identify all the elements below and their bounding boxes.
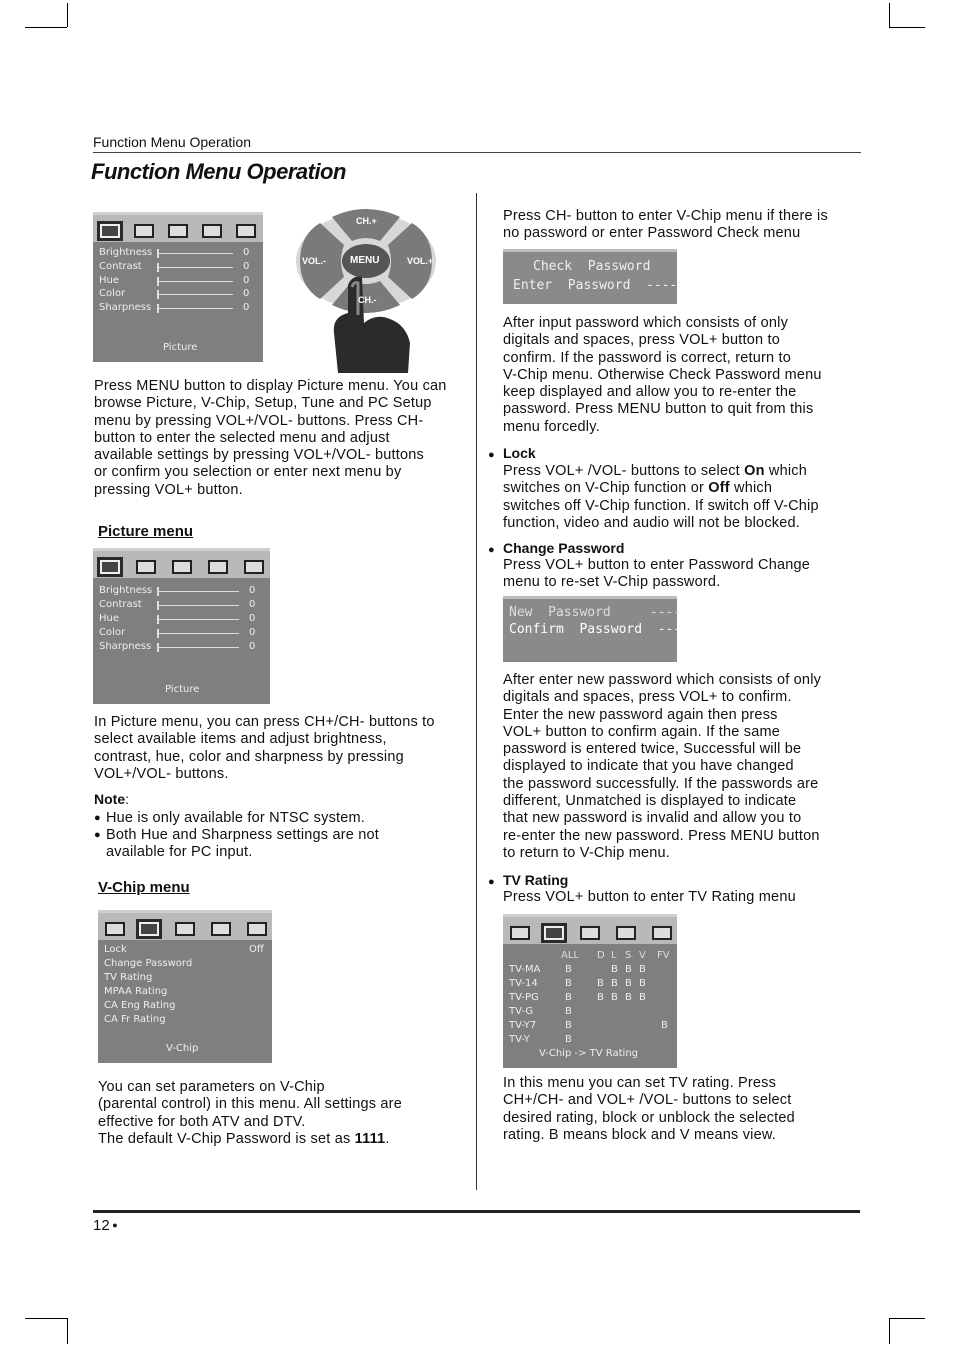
page-number-value: 12 [93,1217,110,1234]
tune-tab-icon [613,923,639,943]
default-password-period: . [385,1131,390,1147]
new-password-paragraph: After enter new password which consists of only digitals and spaces, press VOL+ to confirm. Enter the new password again then press VOL+ button to confirm again. If the same password is entered twice, Successful will be displayed to indicate that you have changed the password successfully. If the passwords are different, Unmatched is displayed to indicate that new password is invalid and allow you to re-enter the new password. Press MENU button to return to V-Chip menu. [503,672,822,861]
picture-tab-icon [507,923,533,943]
picture-osd-screenshot [93,212,263,362]
crop-mark [67,1318,68,1344]
lock-on-option: On [744,463,765,479]
vchip-tab-icon [133,557,159,577]
pc-tab-icon [241,557,267,577]
vchip-lock-value: Off [249,944,264,955]
new-password-dialog [503,596,690,662]
crop-mark [889,1318,890,1344]
osd-slider [157,294,233,295]
osd-footer: V-Chip -> TV Rating [539,1048,639,1059]
osd-item-brightness: Brightness [99,247,153,258]
tune-tab-icon [208,919,234,939]
osd-item-brightness: Brightness [99,585,153,596]
confirm-password-field: Confirm Password ---- [509,622,690,637]
pc-tab-icon [649,923,675,943]
osd-tab-bar [93,212,263,242]
tv-rating-heading: TV Rating [503,872,569,888]
header-rule [93,152,861,153]
rating-row-label: TV-14 [509,978,538,989]
bullet-dot: ● [488,876,495,888]
osd-value: 0 [243,288,250,299]
rating-column-header: ALL [561,950,579,961]
menu-button-label: MENU [350,255,380,266]
osd-tab-bar [93,548,270,578]
crop-mark [889,27,925,28]
intro-paragraph: Press MENU button to display Picture menu. You can browse Picture, V-Chip, Setup, Tune and PC Setup menu by pressing VOL+/VOL- buttons. Press CH- button to enter the selected menu and adjust available settings by pressing VOL+/VOL- buttons or confirm you selection or enter next menu by pressing VOL+ button. [94,378,447,498]
setup-tab-icon [165,221,191,241]
bullet-dot: ● [94,812,101,824]
vchip-item-ca-fr-rating: CA Fr Rating [104,1014,166,1025]
vchip-item-lock: Lock [104,944,127,955]
crop-mark [25,27,67,28]
osd-value: 0 [249,613,256,624]
picture-menu-paragraph: In Picture menu, you can press CH+/CH- buttons to select available items and adjust brightness, contrast, hue, color and sharpness by pressing VOL+/VOL- buttons. [94,714,435,782]
tv-rating-osd-screenshot [503,914,677,1068]
default-password-text: The default V-Chip Password is set as [98,1131,355,1147]
rating-row-label: TV-MA [509,964,541,975]
vchip-item-tv-rating: TV Rating [104,972,153,983]
osd-item-sharpness: Sharpness [99,641,152,652]
osd-item-hue: Hue [99,275,120,286]
vchip-item-mpaa-rating: MPAA Rating [104,986,168,997]
osd-footer: Picture [163,342,198,353]
vchip-enter-paragraph: Press CH- button to enter V-Chip menu if there is no password or enter Password Check menu [503,208,828,242]
lock-heading: Lock [503,445,536,461]
note-label [94,791,129,807]
osd-value: 0 [243,247,250,258]
osd-tab-bar [98,910,272,940]
tune-tab-icon [205,557,231,577]
lock-text: which switches off V-Chip function. If switch off V-Chip function, video and audio will not be blocked. [503,480,819,531]
remote-control-illustration [292,205,442,375]
page-number [93,1217,118,1234]
setup-tab-icon [169,557,195,577]
rating-cell[interactable]: B [611,978,618,989]
rating-cell[interactable]: B [639,964,646,975]
page-number-dot: ● [109,1220,118,1230]
pc-tab-icon [244,919,270,939]
vchip-menu-heading: V-Chip menu [98,879,190,896]
osd-value: 0 [249,599,256,610]
osd-item-hue: Hue [99,613,120,624]
setup-tab-icon [172,919,198,939]
crop-mark [889,1318,925,1319]
vchip-item-ca-eng-rating: CA Eng Rating [104,1000,176,1011]
rating-row-label: TV-Y7 [509,1020,537,1031]
osd-item-sharpness: Sharpness [99,302,152,313]
rating-column-header: S [625,950,632,961]
new-password-field: New Password ---- [509,605,682,620]
osd-item-color: Color [99,627,126,638]
osd-footer: Picture [165,684,200,695]
note-item-2: Both Hue and Sharpness settings are not available for PC input. [106,827,379,861]
footer-rule [93,1210,860,1213]
crop-mark [889,3,890,27]
vchip-tab-icon [136,919,162,939]
change-password-heading: Change Password [503,540,625,556]
osd-slider [157,281,233,282]
rating-cell[interactable]: B [565,1020,572,1031]
picture-tab-icon [102,919,128,939]
running-header: Function Menu Operation [93,134,251,150]
rating-column-header: D [597,950,605,961]
osd-value: 0 [249,641,256,652]
rating-column-header: V [639,950,646,961]
note-item-1: Hue is only available for NTSC system. [106,810,366,826]
tv-rating-info-paragraph: In this menu you can set TV rating. Press CH+/CH- and VOL+ /VOL- buttons to select desired rating, block or unblock the selected rating. B means block and V means view. [503,1075,795,1143]
vchip-paragraph: You can set parameters on V-Chip (parental control) in this menu. All settings are effective for both ATV and DTV. [98,1079,402,1130]
vchip-default-password [98,1131,474,1148]
osd-slider [157,267,233,268]
tv-rating-paragraph: Press VOL+ button to enter TV Rating menu [503,889,796,905]
rating-cell[interactable]: B [611,992,618,1003]
rating-cell[interactable]: B [661,1020,668,1031]
osd-item-contrast: Contrast [99,599,142,610]
lock-paragraph [503,463,859,532]
rating-cell[interactable]: B [611,964,618,975]
crop-mark [25,1318,67,1319]
rating-cell[interactable]: B [597,992,604,1003]
change-password-paragraph: Press VOL+ button to enter Password Change menu to re-set V-Chip password. [503,557,811,591]
password-check-paragraph: After input password which consists of only digitals and spaces, press VOL+ button to confirm. If the password is correct, return to V-Chip menu. Otherwise Check Password menu keep displayed and allow you to re-enter the password. Press MENU button to quit from this menu forcedly. [503,315,822,435]
osd-footer: V-Chip [166,1043,199,1054]
picture-osd-screenshot [93,548,270,704]
note-colon: : [125,791,130,807]
lock-text: Press VOL+ /VOL- buttons to select [503,463,745,479]
osd-item-contrast: Contrast [99,261,142,272]
osd-value: 0 [243,261,250,272]
column-divider [476,193,477,1190]
rating-cell[interactable]: B [565,1006,572,1017]
osd-value: 0 [243,275,250,286]
rating-cell[interactable]: B [639,992,646,1003]
bullet-dot: ● [488,449,495,461]
vol-up-label: VOL.+ [407,256,434,266]
rating-cell[interactable]: B [565,964,572,975]
rating-cell[interactable]: B [625,992,632,1003]
osd-value: 0 [243,302,250,313]
check-password-dialog [503,249,677,304]
lock-off-option: Off [708,480,730,497]
rating-cell[interactable]: B [565,978,572,989]
picture-tab-icon [97,557,123,577]
rating-cell[interactable]: B [639,978,646,989]
ch-down-label: CH.- [358,295,377,305]
setup-tab-icon [577,923,603,943]
tune-tab-icon [199,221,225,241]
rating-column-header: FV [657,950,670,961]
rating-cell[interactable]: B [565,992,572,1003]
vchip-tab-icon [131,221,157,241]
rating-cell[interactable]: B [597,978,604,989]
bullet-dot: ● [488,544,495,556]
osd-slider [157,308,233,309]
default-password-value: 1111 [354,1131,386,1147]
ch-up-label: CH.+ [356,216,377,226]
vchip-tab-icon [541,923,567,943]
pc-tab-icon [233,221,259,241]
osd-slider [157,253,233,254]
osd-value: 0 [249,585,256,596]
page-title: Function Menu Operation [91,159,346,184]
enter-password-field: Enter Password ---- [513,278,678,293]
vol-down-label: VOL.- [302,256,326,266]
picture-menu-heading: Picture menu [98,523,194,540]
vchip-osd-screenshot [98,910,272,1063]
rating-cell[interactable]: B [625,964,632,975]
osd-tab-bar [503,914,677,944]
osd-value: 0 [249,627,256,638]
rating-row-label: TV-Y [509,1034,530,1045]
rating-column-header: L [611,950,617,961]
rating-row-label: TV-G [509,1006,534,1017]
crop-mark [67,3,68,27]
check-password-title: Check Password [533,259,651,274]
bullet-dot: ● [94,829,101,841]
rating-cell[interactable]: B [625,978,632,989]
rating-cell[interactable]: B [565,1034,572,1045]
rating-row-label: TV-PG [509,992,539,1003]
picture-tab-icon [97,221,123,241]
vchip-item-change-password: Change Password [104,958,193,969]
osd-item-color: Color [99,288,126,299]
lock-text: which switches on V-Chip function or [503,463,807,497]
note-label-text: Note [94,791,126,807]
